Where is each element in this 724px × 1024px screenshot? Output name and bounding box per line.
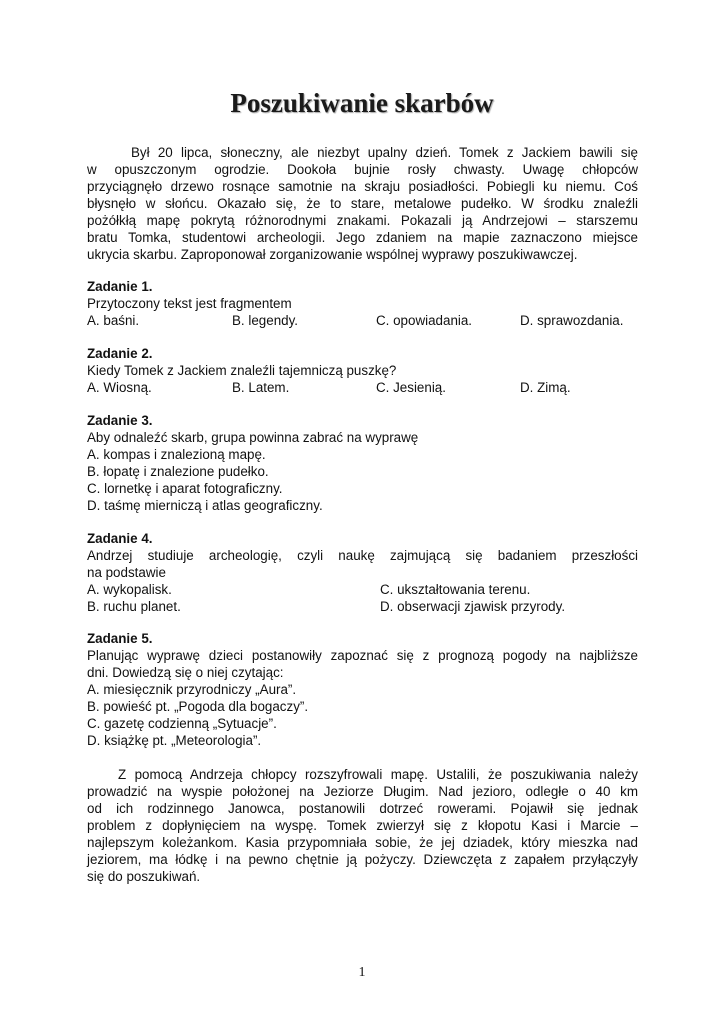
intro-line: błysnęło w słońcu. Okazało się, że to stare, metalowe pudełko. W środku znaleźli xyxy=(87,196,638,211)
task-4 xyxy=(87,530,647,615)
task-options-row xyxy=(87,379,647,396)
outro-paragraph xyxy=(87,766,638,885)
option-c: C. gazetę codzienną „Sytuacje”. xyxy=(87,716,277,731)
option-c: C. ukształtowania terenu. xyxy=(380,582,531,597)
task-question: Aby odnaleźć skarb, grupa powinna zabrać na wyprawę xyxy=(87,430,419,445)
page-number: 1 xyxy=(358,965,366,980)
task-question: dni. Dowiedzą się o niej czytając: xyxy=(87,665,284,680)
option-c: C. opowiadania. xyxy=(376,313,473,328)
task-5 xyxy=(87,630,647,749)
task-3 xyxy=(87,412,647,514)
option-b: B. ruchu planet. xyxy=(87,599,181,614)
intro-line: przyciągnęło drzewo rosnące samotnie na skraju posiadłości. Pobiegli ku niemu. Coś xyxy=(87,179,638,194)
intro-line: w opuszczonym ogrodzie. Dookoła bujnie rosły chwasty. Uwagę chłopców xyxy=(87,162,638,177)
option-a: A. Wiosną. xyxy=(87,380,152,395)
task-question: Planując wyprawę dzieci postanowiły zapoznać się z prognozą pogody na najbliższe xyxy=(87,648,638,663)
task-heading: Zadanie 2. xyxy=(87,346,153,361)
task-question: na podstawie xyxy=(87,565,166,580)
outro-line: najlepszym koleżankom. Kasia przypomniała sobie, że jej dziadek, który mieszka nad xyxy=(87,835,638,850)
option-d: D. książkę pt. „Meteorologia”. xyxy=(87,733,262,748)
intro-line: ukrycia skarbu. Zaproponował zorganizowanie wspólnej wyprawy poszukiwawczej. xyxy=(87,247,578,262)
intro-line: pożółkłą mapę pokrytą różnorodnymi znakami. Pokazali ją Andrzejowi – starszemu xyxy=(87,213,638,228)
option-a: A. miesięcznik przyrodniczy „Aura”. xyxy=(87,682,297,697)
task-heading: Zadanie 1. xyxy=(87,279,153,294)
option-d: D. sprawozdania. xyxy=(520,313,624,328)
task-2 xyxy=(87,345,647,396)
option-c: C. lornetkę i aparat fotograficzny. xyxy=(87,481,283,496)
page-title: Poszukiwanie skarbów xyxy=(230,88,494,118)
task-options-row xyxy=(87,581,647,598)
outro-line: prowadzić na wyspie położonej na Jeziorze Długim. Nad jezioro, odległe o 40 km xyxy=(87,784,638,799)
option-a: A. baśni. xyxy=(87,313,140,328)
task-options-row xyxy=(87,312,647,329)
task-1 xyxy=(87,278,647,329)
intro-line: bratu Tomka, studentowi archeologii. Jego zdaniem na mapie zaznaczono miejsce xyxy=(87,230,638,245)
option-d: D. obserwacji zjawisk przyrody. xyxy=(380,599,566,614)
task-question: Kiedy Tomek z Jackiem znaleźli tajemniczą puszkę? xyxy=(87,363,397,378)
option-a: A. wykopalisk. xyxy=(87,582,172,597)
option-b: B. legendy. xyxy=(232,313,299,328)
outro-line: problem z dopłynięciem na wyspę. Tomek zwierzył się z kłopotu Kasi i Marcie – xyxy=(87,818,638,833)
task-question: Andrzej studiuje archeologię, czyli naukę zajmującą się badaniem przeszłości xyxy=(87,548,638,563)
option-d: D. Zimą. xyxy=(520,380,571,395)
task-heading: Zadanie 5. xyxy=(87,631,153,646)
option-a: A. kompas i znalezioną mapę. xyxy=(87,447,266,462)
option-b: B. Latem. xyxy=(232,380,290,395)
outro-line: się do poszukiwań. xyxy=(87,869,201,884)
intro-line: Był 20 lipca, słoneczny, ale niezbyt upalny dzień. Tomek z Jackiem bawili się xyxy=(131,145,638,160)
task-heading: Zadanie 4. xyxy=(87,531,153,546)
outro-line: jeziorem, ma łódkę i na pewno chętnie ją pożyczy. Dziewczęta z zapałem przyłączyły xyxy=(87,852,638,867)
option-d: D. taśmę mierniczą i atlas geograficzny. xyxy=(87,498,323,513)
task-question: Przytoczony tekst jest fragmentem xyxy=(87,296,292,311)
outro-line: od ich rodzinnego Janowca, postanowili dotrzeć rowerami. Pojawił się jednak xyxy=(87,801,638,816)
intro-paragraph xyxy=(87,144,638,263)
task-options-row xyxy=(87,598,647,615)
task-heading: Zadanie 3. xyxy=(87,413,153,428)
option-b: B. łopatę i znalezione pudełko. xyxy=(87,464,269,479)
outro-line: Z pomocą Andrzeja chłopcy rozszyfrowali mapę. Ustalili, że poszukiwania należy xyxy=(118,767,638,782)
option-b: B. powieść pt. „Pogoda dla bogaczy”. xyxy=(87,699,309,714)
option-c: C. Jesienią. xyxy=(376,380,446,395)
